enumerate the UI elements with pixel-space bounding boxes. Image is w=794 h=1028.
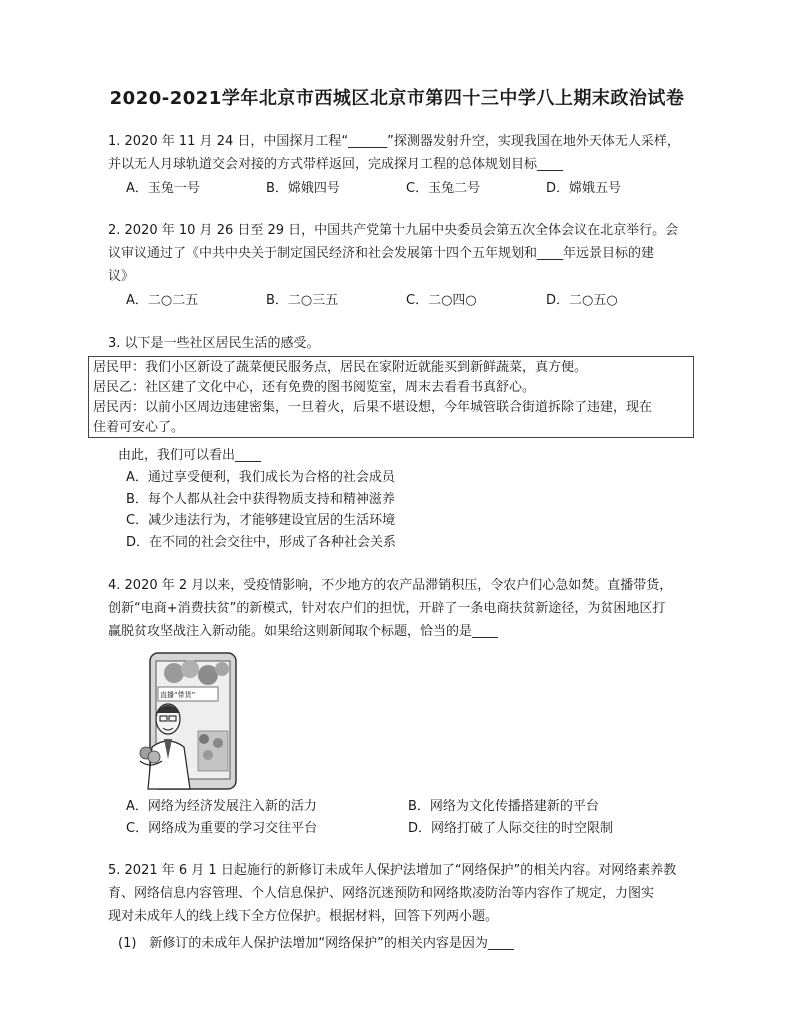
question-stem: 议》 <box>108 269 135 284</box>
banner-text: 直播“带货” <box>160 691 196 699</box>
question-stem: 现对未成年人的线上线下全方位保护。根据材料，回答下列两小题。 <box>108 909 499 924</box>
option-b: B．每个人都从社会中获得物质支持和精神滋养 <box>126 491 395 507</box>
question-4-options <box>108 796 698 840</box>
livestream-illustration <box>138 651 238 791</box>
quote-line: 居民乙：社区建了文化中心，还有免费的图书阅览室，周末去看看书真舒心。 <box>93 380 536 395</box>
question-3-options <box>108 444 698 553</box>
question-stem: 议审议通过了《中共中央关于制定国民经济和社会发展第十四个五年规划和____年远景目标的建 <box>108 246 655 261</box>
option-b: B．二○三五 <box>266 293 339 308</box>
option-a: A．网络为经济发展注入新的活力 <box>126 799 317 814</box>
option-c: C．网络成为重要的学习交往平台 <box>126 821 318 836</box>
answer-options <box>108 467 698 553</box>
question-stem: 育、网络信息内容管理、个人信息保护、网络沉迷预防和网络欺凌防治等内容作了规定，力图实 <box>108 886 655 901</box>
answer-options <box>108 177 698 200</box>
question-stem: 并以无人月球轨道交会对接的方式带样返回，完成探月工程的总体规划目标____ <box>108 157 564 172</box>
option-b: B．网络为文化传播搭建新的平台 <box>408 799 599 814</box>
question-5-sub-1: (1) 新修订的未成年人保护法增加“网络保护”的相关内容是因为____ <box>118 936 514 951</box>
question-stem: 1. 2020 年 11 月 24 日，中国探月工程“______”探测器发射升空，实现我国在地外天体无人采样， <box>108 134 680 149</box>
quote-line: 住着可安心了。 <box>93 420 185 435</box>
page-title: 2020-2021学年北京市西城区北京市第四十三中学八上期末政治试卷 <box>109 88 685 109</box>
question-4 <box>108 574 698 643</box>
question-3-stem <box>108 332 698 355</box>
option-d: D．二○五○ <box>546 293 618 308</box>
question-1 <box>108 130 698 200</box>
answer-options <box>108 289 698 312</box>
option-a: A．玉兔一号 <box>126 181 200 196</box>
question-stem: 5. 2021 年 6 月 1 日起施行的新修订未成年人保护法增加了“网络保护”的相关内容。对网络素养教 <box>108 863 677 878</box>
option-c: C．二○四○ <box>406 293 477 308</box>
question-lead: 由此，我们可以看出____ <box>118 448 262 463</box>
option-b: B．嫦娥四号 <box>266 181 340 196</box>
question-stem: 创新“电商+消费扶贫”的新模式，针对农户们的担忧，开辟了一条电商扶贫新途径，为贫困地区打 <box>108 601 666 616</box>
option-d: D．在不同的社会交往中，形成了各种社会关系 <box>126 534 397 550</box>
resident-quotes-box <box>88 356 694 438</box>
question-stem: 4. 2020 年 2 月以来，受疫情影响，不少地方的农产品滞销积压，令农户们心急如焚。直播带货， <box>108 578 673 593</box>
answer-options <box>108 796 698 840</box>
question-stem: 2. 2020 年 10 月 26 日至 29 日，中国共产党第十九届中央委员会第五次全体会议在北京举行。会 <box>108 223 679 238</box>
option-c: C．玉兔二号 <box>406 181 481 196</box>
question-2 <box>108 219 698 312</box>
question-5 <box>108 859 698 928</box>
question-stem: 3. 以下是一些社区居民生活的感受。 <box>108 336 320 351</box>
option-a: A．通过享受便利，我们成长为合格的社会成员 <box>126 470 395 485</box>
option-d: D．网络打破了人际交往的时空限制 <box>408 821 614 836</box>
question-stem: 赢脱贫攻坚战注入新动能。如果给这则新闻取个标题，恰当的是____ <box>108 624 499 639</box>
quote-line: 居民甲：我们小区新设了蔬菜便民服务点，居民在家附近就能买到新鲜蔬菜，真方便。 <box>93 360 588 375</box>
option-c: C．减少违法行为，才能够建设宜居的生活环境 <box>126 513 396 528</box>
option-a: A．二○二五 <box>126 293 199 308</box>
option-d: D．嫦娥五号 <box>546 181 622 196</box>
quote-line: 居民丙：以前小区周边违建密集，一旦着火，后果不堪设想，今年城管联合街道拆除了违建，现在 <box>93 400 653 415</box>
